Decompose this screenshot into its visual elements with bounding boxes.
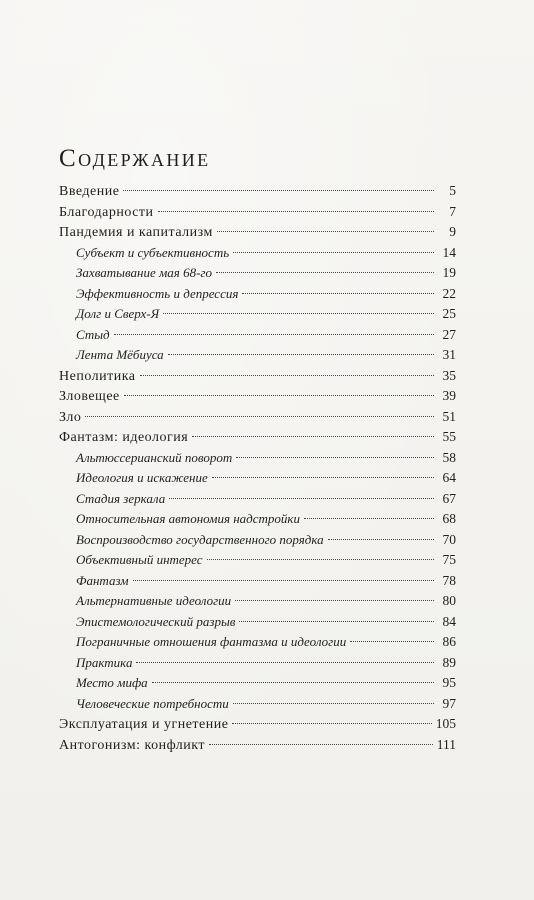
- toc-entry-label: Зло: [59, 409, 82, 425]
- toc-entry-label: Лента Мёбиуса: [76, 347, 164, 362]
- toc-page-number: 31: [442, 347, 456, 362]
- dot-leader: [207, 559, 434, 560]
- toc-page-number: 78: [442, 572, 456, 588]
- dot-leader: [192, 436, 434, 437]
- toc-page-number: 64: [442, 470, 456, 485]
- toc-section-entry: [59, 509, 456, 530]
- dot-leader: [242, 293, 434, 294]
- toc-entry-label: Эпистемологический разрыв: [76, 613, 236, 629]
- toc-page-number: 14: [442, 244, 456, 260]
- toc-page-number: 111: [436, 736, 456, 752]
- toc-chapter-entry: [59, 202, 456, 223]
- toc-section-entry: [59, 448, 456, 469]
- toc-page-number: 9: [449, 224, 456, 239]
- dot-leader: [133, 580, 435, 581]
- dot-leader: [168, 354, 434, 355]
- toc-entry-label: Введение: [59, 184, 120, 199]
- toc-entry-label: Стыд: [76, 326, 110, 342]
- toc-section-entry: [59, 653, 456, 674]
- toc-section-entry: [59, 550, 456, 571]
- toc-page-number: 27: [442, 326, 456, 342]
- toc-page-number: 75: [442, 552, 456, 567]
- toc-section-entry: [59, 673, 456, 694]
- toc-page-number: 7: [449, 203, 456, 219]
- dot-leader: [233, 703, 434, 704]
- toc-entry-label: Воспроизводство государственного порядка: [76, 531, 324, 547]
- dot-leader: [216, 272, 434, 273]
- toc-entry-label: Практика: [76, 654, 133, 670]
- toc-entry-label: Альтюссерианский поворот: [76, 449, 233, 465]
- toc-entry-label: Эксплуатация и угнетение: [59, 717, 229, 732]
- toc-entry-label: Фантазм: [76, 572, 129, 588]
- toc-section-entry: [59, 468, 456, 489]
- table-of-contents: [59, 181, 456, 755]
- toc-section-entry: [59, 694, 456, 715]
- toc-section-entry: [59, 284, 456, 305]
- toc-section-entry: [59, 612, 456, 633]
- toc-section-entry: [59, 571, 456, 592]
- dot-leader: [114, 334, 434, 335]
- toc-page-number: 97: [442, 695, 456, 711]
- toc-section-entry: [59, 345, 456, 366]
- toc-page-number: 80: [442, 593, 456, 608]
- toc-page-number: 58: [442, 449, 456, 465]
- toc-page-number: 86: [442, 634, 456, 649]
- toc-section-entry: [59, 263, 456, 284]
- page-title: Содержание: [59, 144, 211, 172]
- toc-chapter-entry: [59, 407, 456, 428]
- toc-entry-label: Пограничные отношения фантазма и идеологии: [76, 634, 347, 649]
- toc-entry-label: Человеческие потребности: [76, 695, 229, 711]
- toc-section-entry: [59, 530, 456, 551]
- toc-entry-label: Благодарности: [59, 204, 154, 220]
- toc-section-entry: [59, 243, 456, 264]
- toc-page-number: 105: [435, 716, 456, 731]
- toc-page-number: 19: [442, 265, 456, 280]
- toc-page-number: 95: [442, 675, 456, 690]
- dot-leader: [235, 600, 434, 601]
- dot-leader: [152, 682, 434, 683]
- toc-section-entry: [59, 632, 456, 653]
- dot-leader: [169, 498, 434, 499]
- dot-leader: [140, 375, 434, 376]
- dot-leader: [304, 518, 434, 519]
- toc-entry-label: Пандемия и капитализм: [59, 225, 213, 240]
- toc-entry-label: Альтернативные идеологии: [76, 593, 232, 608]
- toc-page-number: 70: [442, 531, 456, 547]
- dot-leader: [236, 457, 434, 458]
- dot-leader: [350, 641, 434, 642]
- toc-page-number: 68: [442, 511, 456, 526]
- dot-leader: [124, 395, 434, 396]
- dot-leader: [232, 723, 431, 724]
- dot-leader: [212, 477, 434, 478]
- toc-section-entry: [59, 489, 456, 510]
- toc-chapter-entry: [59, 427, 456, 448]
- toc-page-number: 35: [442, 367, 456, 383]
- toc-entry-label: Объективный интерес: [76, 552, 203, 567]
- toc-entry-label: Относительная автономия надстройки: [76, 511, 300, 526]
- toc-entry-label: Зловещее: [59, 389, 120, 404]
- toc-entry-label: Захватывание мая 68-го: [76, 265, 212, 280]
- dot-leader: [217, 231, 434, 232]
- toc-section-entry: [59, 325, 456, 346]
- toc-page-number: 84: [442, 613, 456, 629]
- toc-entry-label: Фантазм: идеология: [59, 430, 189, 445]
- toc-page-number: 67: [442, 490, 456, 506]
- toc-page-number: 39: [442, 388, 456, 403]
- toc-entry-label: Идеология и искажение: [76, 470, 208, 485]
- toc-chapter-entry: [59, 366, 456, 387]
- toc-page-number: 25: [442, 306, 456, 321]
- dot-leader: [158, 211, 434, 212]
- dot-leader: [209, 744, 433, 745]
- toc-chapter-entry: [59, 735, 456, 756]
- toc-chapter-entry: [59, 386, 456, 407]
- toc-chapter-entry: [59, 181, 456, 202]
- toc-page-number: 5: [449, 183, 456, 198]
- toc-chapter-entry: [59, 222, 456, 243]
- dot-leader: [85, 416, 434, 417]
- dot-leader: [233, 252, 434, 253]
- dot-leader: [239, 621, 434, 622]
- toc-entry-label: Долг и Сверх-Я: [76, 306, 160, 321]
- dot-leader: [163, 313, 434, 314]
- toc-page-number: 89: [442, 654, 456, 670]
- dot-leader: [123, 190, 434, 191]
- toc-entry-label: Субъект и субъективность: [76, 244, 230, 260]
- dot-leader: [136, 662, 434, 663]
- toc-entry-label: Эффективность и депрессия: [76, 285, 239, 301]
- toc-page-number: 55: [442, 429, 456, 444]
- toc-page-number: 51: [442, 408, 456, 424]
- toc-entry-label: Стадия зеркала: [76, 490, 166, 506]
- dot-leader: [328, 539, 434, 540]
- toc-entry-label: Неполитика: [59, 368, 136, 384]
- toc-entry-label: Место мифа: [76, 675, 148, 690]
- toc-chapter-entry: [59, 714, 456, 735]
- toc-section-entry: [59, 591, 456, 612]
- toc-section-entry: [59, 304, 456, 325]
- toc-entry-label: Антогонизм: конфликт: [59, 737, 206, 753]
- toc-page-number: 22: [442, 285, 456, 301]
